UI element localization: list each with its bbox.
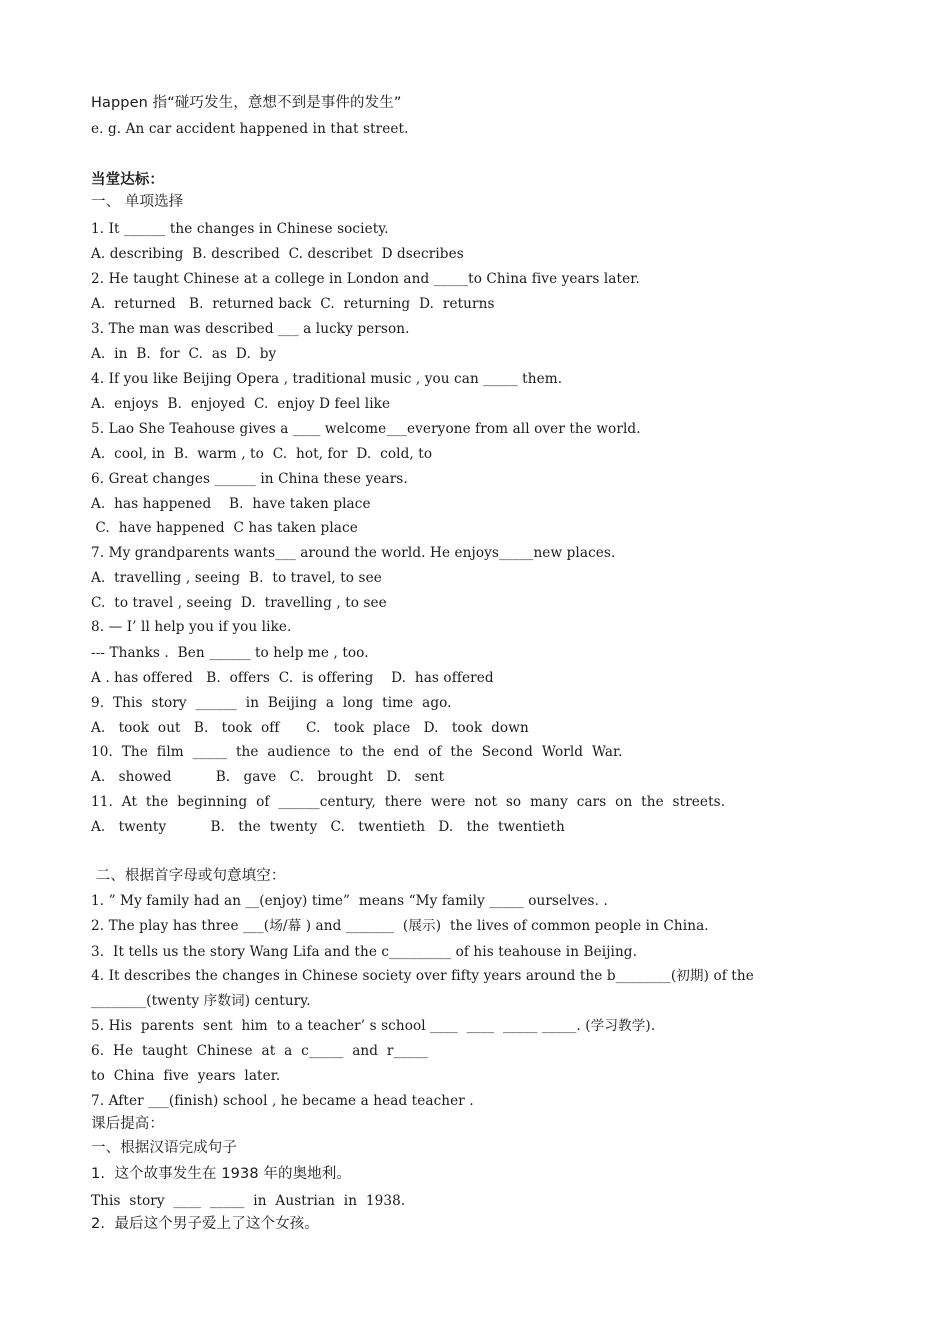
options-line: A. has happened B. have taken place	[91, 496, 371, 512]
question-line: 1. It ______ the changes in Chinese society.	[91, 221, 389, 237]
options-line: A. cool, in B. warm , to C. hot, for D. cold, to	[91, 446, 433, 462]
question-line: 9. This story ______ in Beijing a long time ago.	[91, 695, 452, 711]
options-line: A. returned B. returned back C. returning D. returns	[91, 296, 495, 312]
fill-in-line: 2. The play has three ___(场/幕 ) and _______ (展示) the lives of common people in China.	[91, 918, 709, 934]
question-line: 6. Great changes ______ in China these years.	[91, 471, 408, 487]
question-line: 3. The man was described ___ a lucky person.	[91, 321, 410, 337]
section-title-complete-sentences: 一、根据汉语完成句子	[91, 1140, 237, 1156]
options-line: C. to travel , seeing D. travelling , to see	[91, 595, 387, 611]
question-line: 11. At the beginning of ______century, there were not so many cars on the streets.	[91, 794, 726, 810]
translation-answer-line: This story ____ _____ in Austrian in 1938.	[91, 1193, 406, 1209]
options-line: A. enjoys B. enjoyed C. enjoy D feel like	[91, 396, 391, 412]
fill-in-line: 6. He taught Chinese at a c_____ and r_____	[91, 1043, 428, 1059]
options-line: A. took out B. took off C. took place D. took down	[91, 720, 529, 736]
question-line: 7. My grandparents wants___ around the world. He enjoys_____new places.	[91, 545, 616, 561]
translation-prompt: 2. 最后这个男子爱上了这个女孩。	[91, 1216, 319, 1232]
question-line: 2. He taught Chinese at a college in London and _____to China five years later.	[91, 271, 640, 287]
options-line: A. showed B. gave C. brought D. sent	[91, 769, 445, 785]
example-sentence: e. g. An car accident happened in that street.	[91, 121, 409, 137]
options-line: A . has offered B. offers C. is offering D. has offered	[91, 670, 494, 686]
fill-in-line: 7. After ___(finish) school , he became a head teacher .	[91, 1093, 474, 1109]
options-line: C. have happened C has taken place	[91, 520, 358, 536]
question-line: 8. — I’ ll help you if you like.	[91, 619, 292, 635]
fill-in-line: 5. His parents sent him to a teacher’ s school ____ ____ _____ _____. (学习教学).	[91, 1018, 656, 1034]
options-line: A. in B. for C. as D. by	[91, 346, 277, 362]
fill-in-line: 3. It tells us the story Wang Lifa and the c_________ of his teahouse in Beijing.	[91, 944, 638, 960]
translation-prompt: 1. 这个故事发生在 1938 年的奥地利。	[91, 1166, 351, 1182]
fill-in-line: to China five years later.	[91, 1068, 281, 1084]
after-class-heading: 课后提高：	[91, 1116, 164, 1132]
question-line: --- Thanks . Ben ______ to help me , too.	[91, 645, 369, 661]
options-line: A. describing B. described C. describet D dsecribes	[91, 246, 464, 262]
happen-note: Happen 指“碰巧发生，意想不到是事件的发生”	[91, 95, 402, 111]
fill-in-line: 4. It describes the changes in Chinese society over fifty years around the b________(初期) of the	[91, 968, 754, 984]
section-title-single-choice: 一、 单项选择	[91, 194, 184, 210]
fill-in-line: ________(twenty 序数词) century.	[91, 993, 311, 1009]
class-practice-heading: 当堂达标：	[91, 172, 164, 188]
fill-in-line: 1. ” My family had an __(enjoy) time” means “My family _____ ourselves. .	[91, 893, 608, 909]
section-title-fill-in: 二、根据首字母或句意填空：	[91, 868, 286, 884]
options-line: A. travelling , seeing B. to travel, to see	[91, 570, 382, 586]
question-line: 4. If you like Beijing Opera , traditional music , you can _____ them.	[91, 371, 563, 387]
options-line: A. twenty B. the twenty C. twentieth D. the twentieth	[91, 819, 565, 835]
question-line: 10. The film _____ the audience to the end of the Second World War.	[91, 744, 623, 760]
question-line: 5. Lao She Teahouse gives a ____ welcome___everyone from all over the world.	[91, 421, 641, 437]
